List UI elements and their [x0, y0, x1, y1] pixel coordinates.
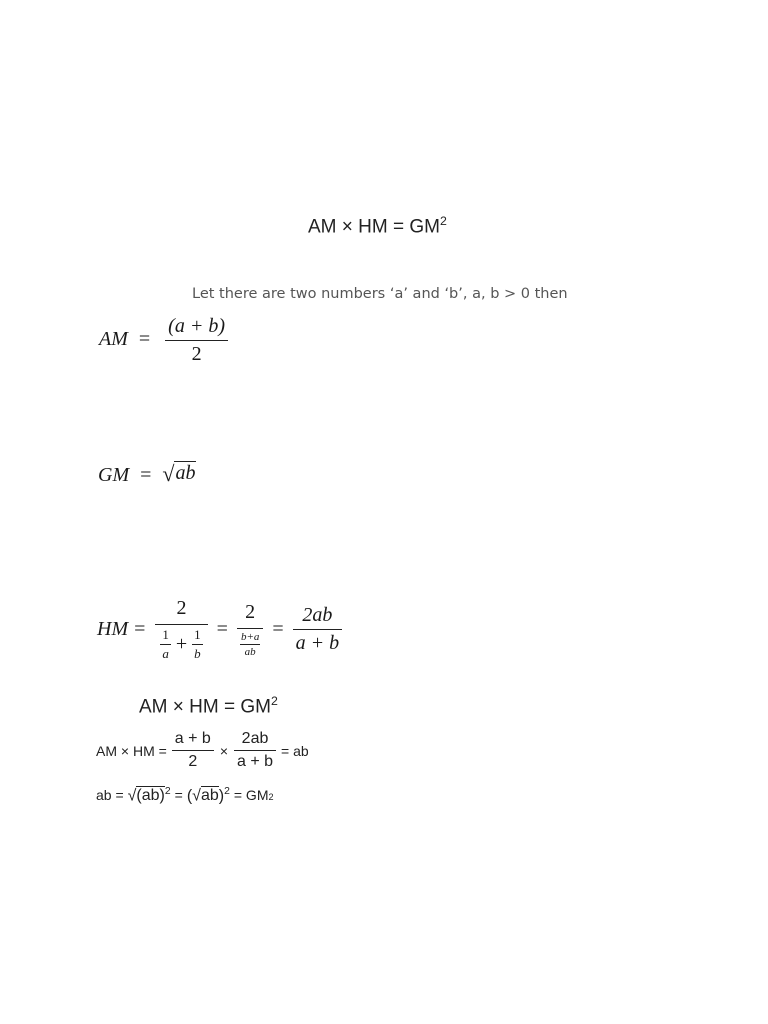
proof2-exp3: 2 [268, 792, 274, 803]
proof-line-1 [96, 730, 309, 771]
proof1-times: × [219, 742, 229, 759]
proof2-root2: ab [200, 787, 219, 805]
relation-text: AM × HM = GM [139, 696, 271, 718]
gm-equals: = [140, 464, 152, 486]
hm-f2-numerator: 2 [245, 601, 256, 623]
proof1-lhs: AM × HM = [96, 742, 167, 759]
proof2-open: ( [186, 787, 193, 805]
proof-line-2 [96, 786, 274, 805]
proof2-sqrt-1 [128, 786, 171, 805]
hm-fraction-2 [237, 601, 263, 658]
gm-formula [98, 461, 196, 487]
proof2-exp2: 2 [224, 786, 230, 797]
proof1-f1-den: 2 [188, 753, 198, 770]
hm-formula [97, 597, 346, 662]
hm-fraction-3 [293, 604, 343, 655]
proof1-f2-num: 2ab [241, 730, 269, 747]
gm-lhs: GM [98, 464, 130, 486]
hm-f1-b-den: b [194, 646, 201, 661]
hm-f1-numerator: 2 [176, 597, 187, 619]
heading-equation [308, 214, 447, 238]
am-denominator: 2 [191, 343, 202, 365]
am-lhs: AM [99, 328, 128, 351]
hm-f2-inner-num: b+a [240, 631, 260, 643]
proof2-close: ) [218, 787, 225, 805]
sqrt-symbol: √ [162, 461, 175, 486]
proof1-f2-den: a + b [237, 753, 274, 770]
relation-exponent: 2 [270, 694, 278, 708]
hm-fraction-1 [155, 597, 207, 662]
hm-f1-frac-a [160, 627, 171, 662]
am-equals: = [138, 328, 151, 351]
hm-equals-1: = [134, 618, 146, 640]
proof1-f1-num: a + b [174, 730, 211, 747]
proof2-root1: (ab) [136, 787, 165, 805]
hm-f2-inner-frac [240, 631, 260, 658]
hm-f1-a-den: a [162, 646, 169, 661]
gm-radicand: ab [175, 462, 196, 484]
intro-text: Let there are two numbers ‘a’ and ‘b’, a, b > 0 then [192, 286, 568, 302]
proof2-group [187, 786, 230, 805]
hm-f1-a-num: 1 [162, 627, 169, 642]
am-formula [99, 315, 232, 366]
proof2-eq: = [174, 787, 183, 804]
am-fraction [165, 315, 228, 366]
hm-f3-numerator: 2ab [302, 604, 333, 626]
gm-sqrt [162, 461, 196, 485]
hm-f1-b-num: 1 [194, 627, 201, 642]
proof2-eq2: = GM [233, 787, 269, 804]
hm-equals-3: = [272, 618, 284, 640]
proof2-exp1: 2 [164, 786, 171, 797]
hm-f2-inner-den: ab [244, 646, 256, 658]
relation-equation [139, 694, 278, 718]
proof2-lhs: ab = [96, 787, 124, 804]
hm-lhs: HM [97, 618, 129, 640]
hm-f1-denominator [155, 625, 207, 662]
heading-exponent: 2 [439, 214, 447, 228]
hm-f3-denominator: a + b [295, 632, 340, 654]
hm-f1-plus: + [175, 633, 188, 655]
hm-f1-frac-b [192, 627, 203, 662]
hm-equals-2: = [216, 618, 228, 640]
proof1-rhs: = ab [281, 742, 309, 759]
hm-f2-denominator [237, 629, 263, 658]
sqrt-symbol: √ [127, 787, 137, 805]
sqrt-symbol: √ [192, 787, 201, 805]
proof1-fraction-1 [172, 730, 214, 771]
heading-text: AM × HM = GM [308, 216, 440, 238]
am-numerator: (a + b) [168, 315, 225, 337]
proof1-fraction-2 [234, 730, 276, 771]
